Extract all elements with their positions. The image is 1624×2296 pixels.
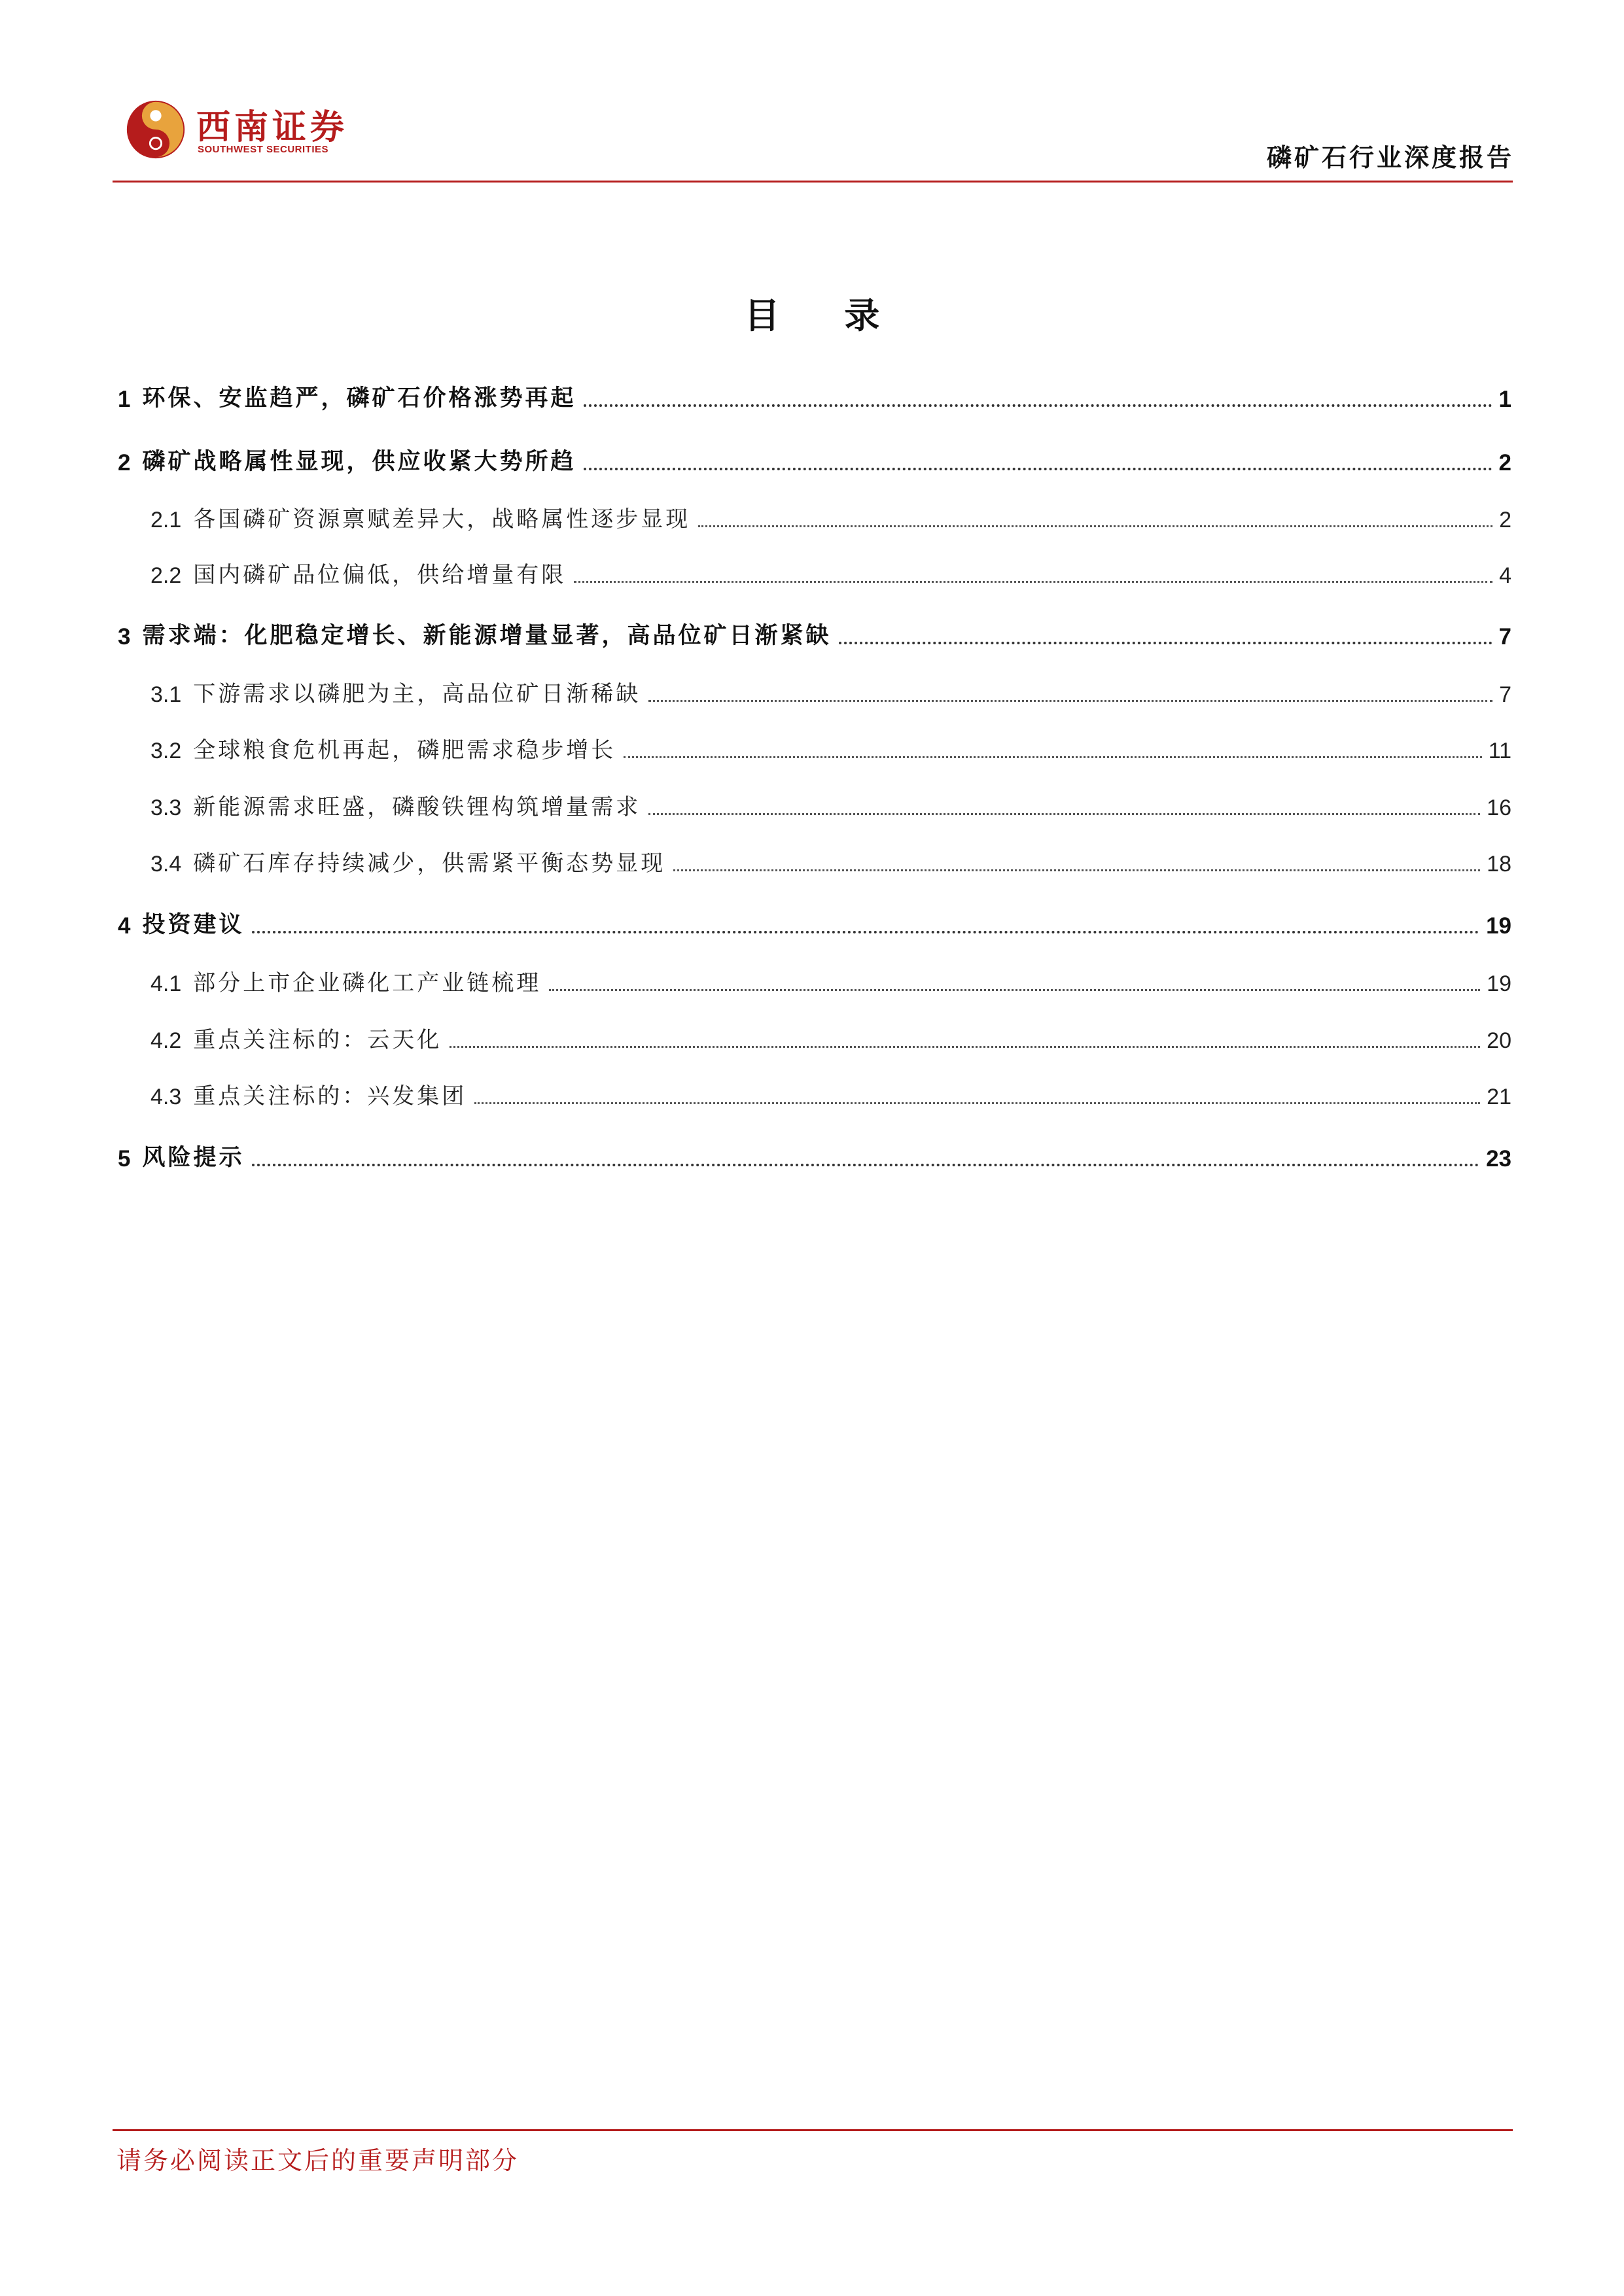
- toc-leader-dots: [252, 1164, 1479, 1166]
- toc-entry-title: 投资建议: [142, 912, 245, 938]
- toc-entry-title: 环保、安监趋严，磷矿石价格涨势再起: [142, 385, 576, 411]
- toc-leader-dots: [584, 404, 1492, 407]
- toc-entry-number: 3.4: [150, 852, 182, 877]
- toc-entry-title: 磷矿石库存持续减少，供需紧平衡态势显现: [193, 850, 666, 877]
- toc-entry[interactable]: [118, 376, 1511, 413]
- toc-entry-page: 4: [1499, 563, 1511, 588]
- toc-entry-title: 重点关注标的：云天化: [193, 1027, 442, 1053]
- toc-entry-title: 需求端：化肥稳定增长、新能源增量显著，高品位矿日渐紧缺: [142, 623, 832, 649]
- toc-entry[interactable]: [118, 671, 1511, 708]
- toc-leader-dots: [252, 931, 1479, 933]
- toc-leader-dots: [584, 468, 1492, 470]
- toc-entry-page: 19: [1486, 913, 1511, 939]
- toc-entry-page: 1: [1498, 387, 1511, 412]
- toc-title: 目 录: [744, 295, 906, 336]
- toc-entry[interactable]: [118, 440, 1511, 476]
- toc-entry-number: 3.1: [150, 682, 182, 707]
- toc-entry[interactable]: [118, 614, 1511, 650]
- toc-entry-number: 4.3: [150, 1085, 182, 1109]
- toc-leader-dots: [698, 525, 1492, 527]
- logo-chinese-name: 西南证券: [196, 107, 349, 147]
- toc-entry[interactable]: [118, 841, 1511, 877]
- company-logo: [124, 98, 347, 164]
- toc-leader-dots: [673, 869, 1480, 871]
- toc-entry-number: 4: [118, 913, 131, 939]
- toc-entry-title: 重点关注标的：兴发集团: [193, 1083, 467, 1109]
- toc-entry-number: 2.2: [150, 563, 182, 588]
- toc-leader-dots: [839, 642, 1492, 644]
- toc-leader-dots: [648, 813, 1480, 815]
- toc-entry-title: 新能源需求旺盛，磷酸铁锂构筑增量需求: [193, 794, 641, 820]
- toc-leader-dots: [549, 989, 1480, 991]
- toc-entry[interactable]: [118, 552, 1511, 589]
- toc-entry-title: 下游需求以磷肥为主，高品位矿日渐稀缺: [193, 681, 641, 707]
- toc-entry[interactable]: [118, 727, 1511, 764]
- toc-entry[interactable]: [118, 1136, 1511, 1172]
- toc-entry[interactable]: [118, 903, 1511, 939]
- toc-leader-dots: [474, 1102, 1480, 1104]
- toc-entry[interactable]: [118, 784, 1511, 821]
- toc-entry[interactable]: [118, 1073, 1511, 1110]
- logo-emblem-icon: [124, 98, 187, 161]
- toc-entry-number: 3.3: [150, 795, 182, 820]
- toc-entry-page: 2: [1498, 450, 1511, 476]
- toc-leader-dots: [450, 1046, 1480, 1048]
- toc-entry-page: 21: [1487, 1085, 1511, 1109]
- toc-entry-number: 3: [118, 624, 131, 650]
- toc-entry-number: 2: [118, 450, 131, 476]
- toc-entry-number: 5: [118, 1146, 131, 1172]
- toc-entry-title: 全球粮食危机再起，磷肥需求稳步增长: [193, 737, 616, 763]
- logo-english-name: SOUTHWEST SECURITIES: [198, 144, 329, 155]
- toc-entry-number: 4.2: [150, 1028, 182, 1053]
- toc-entry-number: 4.1: [150, 971, 182, 996]
- toc-entry[interactable]: [118, 1017, 1511, 1054]
- toc-entry-title: 各国磷矿资源禀赋差异大，战略属性逐步显现: [193, 506, 691, 532]
- toc-entry-title: 风险提示: [142, 1145, 245, 1171]
- toc-entry-number: 1: [118, 387, 131, 412]
- page-header: [0, 0, 1624, 190]
- toc-entry-page: 11: [1488, 739, 1511, 763]
- toc-entry-page: 20: [1487, 1028, 1511, 1053]
- footer-divider: [113, 2129, 1513, 2131]
- toc-entry-page: 23: [1486, 1146, 1511, 1172]
- toc-entry-number: 3.2: [150, 739, 182, 763]
- toc-entry-title: 磷矿战略属性显现，供应收紧大势所趋: [142, 449, 576, 475]
- toc-leader-dots: [624, 756, 1481, 758]
- toc-leader-dots: [648, 700, 1492, 702]
- toc-leader-dots: [574, 581, 1492, 583]
- header-divider: [113, 181, 1513, 183]
- toc-entry-page: 19: [1487, 971, 1511, 996]
- toc-entry-page: 2: [1499, 508, 1511, 532]
- report-type-label: 磷矿石行业深度报告: [1266, 143, 1514, 172]
- toc-entry-title: 国内磷矿品位偏低，供给增量有限: [193, 562, 567, 588]
- toc-entry-title: 部分上市企业磷化工产业链梳理: [193, 970, 542, 996]
- toc-entry[interactable]: [118, 496, 1511, 533]
- toc-entry-number: 2.1: [150, 508, 182, 532]
- toc-entry-page: 7: [1499, 682, 1511, 707]
- toc-entry-page: 16: [1487, 795, 1511, 820]
- toc-entry-page: 18: [1487, 852, 1511, 877]
- toc-entry-page: 7: [1498, 624, 1511, 650]
- disclaimer-note: 请务必阅读正文后的重要声明部分: [116, 2146, 520, 2175]
- toc-entry[interactable]: [118, 960, 1511, 997]
